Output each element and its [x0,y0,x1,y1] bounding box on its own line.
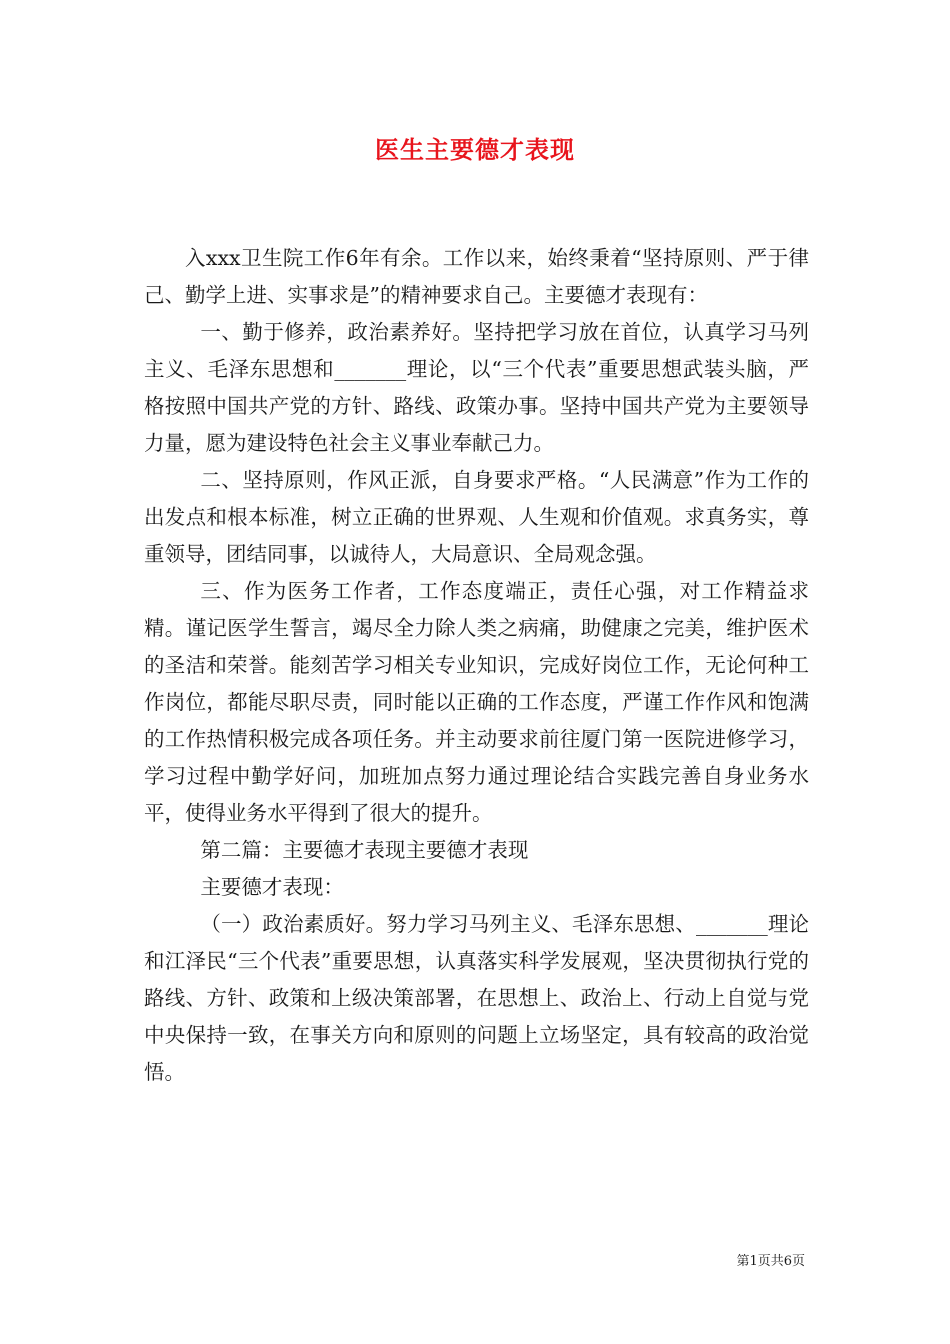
paragraph-section-3: 三、作为医务工作者，工作态度端正，责任心强，对工作精益求精。谨记医学生誓言，竭尽全力除人类之病痛，助健康之完美，维护医术的圣洁和荣誉。能刻苦学习相关专业知识，完成好岗位工作，无论何种工作岗位，都能尽职尽责，同时能以正确的工作态度，严谨工作作风和饱满的工作热情积极完成各项任务。并主动要求前往厦门第一医院进修学习，学习过程中勤学好问，加班加点努力通过理论结合实践完善自身业务水平，使得业务水平得到了很大的提升。 [144,579,809,825]
paragraph-section-2: 二、坚持原则，作风正派，自身要求严格。“人民满意”作为工作的出发点和根本标准，树立正确的世界观、人生观和价值观。求真务实，尊重领导，团结同事，以诚待人，大局意识、全局观念强。 [144,468,809,566]
paragraph-subheading: 主要德才表现： [200,875,344,899]
document-body [144,240,809,1091]
paragraph-part-two-heading: 第二篇：主要德才表现主要德才表现 [200,838,529,862]
paragraph-section-1: 一、勤于修养，政治素养好。坚持把学习放在首位，认真学习马列主义、毛泽东思想和_______理论，以“三个代表”重要思想武装头脑，严格按照中国共产党的方针、路线、政策办事。坚持中国共产党为主要领导力量，愿为建设特色社会主义事业奉献己力。 [144,320,809,455]
page-number-footer: 第1页共6页 [736,1254,805,1269]
paragraph-political-quality: （一）政治素质好。努力学习马列主义、毛泽东思想、_______理论和江泽民“三个代表”重要思想，认真落实科学发展观，坚决贯彻执行党的路线、方针、政策和上级决策部署，在思想上、政治上、行动上自觉与党中央保持一致，在事关方向和原则的问题上立场坚定，具有较高的政治觉悟。 [144,912,809,1084]
page-title: 医生主要德才表现 [375,135,575,164]
paragraph-intro: 入xxx卫生院工作6年有余。工作以来，始终秉着“坚持原则、严于律己、勤学上进、实事求是”的精神要求自己。主要德才表现有： [144,246,809,307]
